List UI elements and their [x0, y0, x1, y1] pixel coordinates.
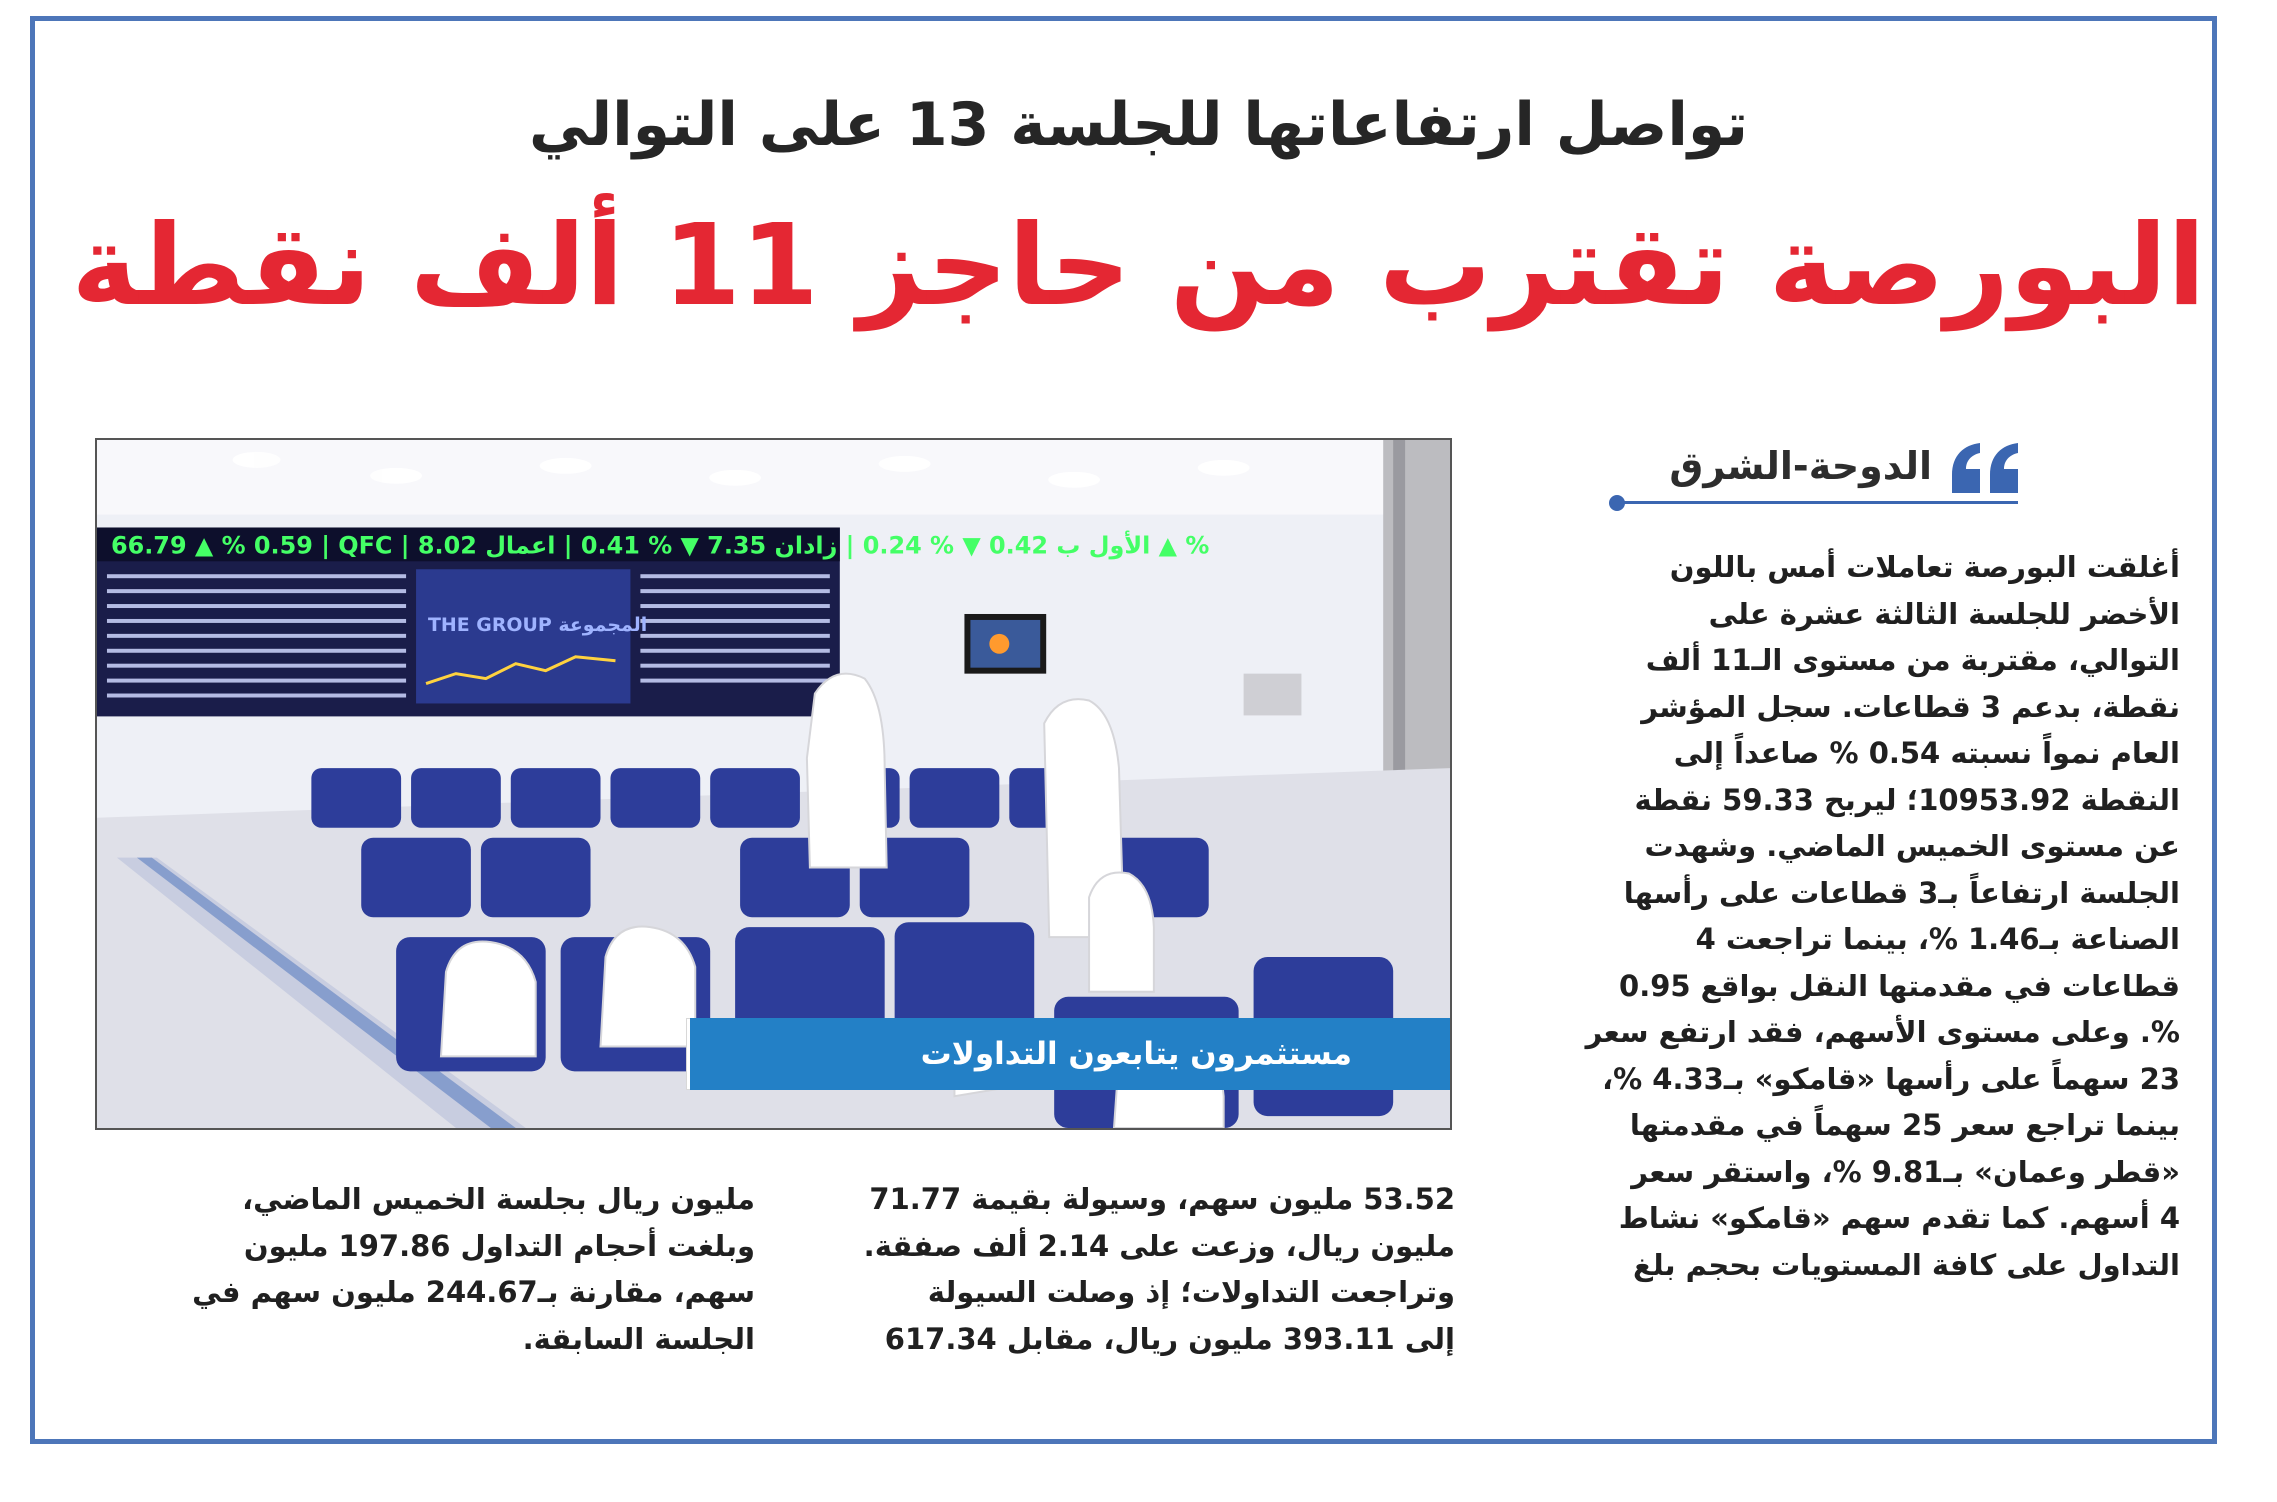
body-line: 23 سهماً على رأسها «قامكو» بـ4.33 %، [1602, 1061, 2180, 1096]
photo-caption: مستثمرون يتابعون التداولات [690, 1018, 1450, 1090]
body-line: أغلقت البورصة تعاملات أمس باللون [1669, 550, 2180, 584]
main-headline: البورصة تقترب من حاجز 11 ألف نقطة [71, 201, 2206, 331]
body-line: التوالي، مقتربة من مستوى الـ11 ألف [1645, 643, 2180, 677]
body-line: بينما تراجع سعر 25 سهماً في مقدمتها [1629, 1108, 2180, 1142]
body-line: %. وعلى مستوى الأسهم، فقد ارتفع سعر [1585, 1015, 2180, 1049]
body-line: النقطة 10953.92؛ ليربح 59.33 نقطة [1634, 782, 2180, 817]
source-dot [1609, 495, 1625, 511]
body-line: العام نمواً نسبته 0.54 % صاعداً إلى [1673, 736, 2180, 770]
source-rule [1616, 501, 2018, 504]
body-line: مليون ريال بجلسة الخميس الماضي، [242, 1182, 755, 1216]
body-line: عن مستوى الخميس الماضي. وشهدت [1644, 829, 2180, 863]
body-line: الجلسة ارتفاعاً بـ3 قطاعات على رأسها [1623, 875, 2180, 910]
body-line: «قطر وعمان» بـ9.81 %، واستقر سعر [1631, 1154, 2180, 1189]
body-line: الأخضر للجلسة الثالثة عشرة على [1708, 596, 2180, 631]
body-column-middle [795, 1176, 1455, 1362]
body-line: نقطة، بدعم 3 قطاعات. سجل المؤشر [1641, 689, 2180, 724]
body-line: إلى 393.11 مليون ريال، مقابل 617.34 [884, 1321, 1455, 1356]
board-logo-text: THE GROUP المجموعة [428, 613, 648, 636]
body-line: وتراجعت التداولات؛ إذ وصلت السيولة [927, 1275, 1455, 1309]
body-line: وبلغت أحجام التداول 197.86 مليون [243, 1228, 755, 1263]
quote-icon [1946, 437, 2026, 497]
body-line: مليون ريال، وزعت على 2.14 ألف صفقة. [863, 1228, 1455, 1263]
body-column-left [95, 1176, 755, 1362]
source-tag [1616, 437, 2026, 513]
body-column-right [1490, 544, 2180, 1288]
body-line: التداول على كافة المستويات بحجم بلغ [1632, 1247, 2180, 1282]
body-line: الجلسة السابقة. [522, 1321, 755, 1356]
body-line: سهم، مقارنة بـ244.67 مليون سهم في [192, 1275, 755, 1309]
kicker-headline: تواصل ارتفاعاتها للجلسة 13 على التوالي [528, 90, 1749, 160]
body-line: الصناعة بـ1.46 %، بينما تراجعت 4 [1695, 922, 2180, 956]
article-photo [95, 438, 1452, 1130]
source-label: الدوحة-الشرق [1669, 444, 1932, 488]
board-ticker-text: 66.79 ▲ % 0.59 | QFC | الأول ب 0.42 ▼ % 0.24 | زادان 7.35 ▼ % 0.41 | اعمال 8.02 ▲ % [110, 531, 1210, 560]
body-line: 4 أسهم. كما تقدم سهم «قامكو» نشاط [1618, 1201, 2180, 1235]
body-line: 53.52 مليون سهم، وسيولة بقيمة 71.77 [869, 1182, 1455, 1216]
body-line: قطاعات في مقدمتها النقل بواقع 0.95 [1619, 968, 2180, 1003]
